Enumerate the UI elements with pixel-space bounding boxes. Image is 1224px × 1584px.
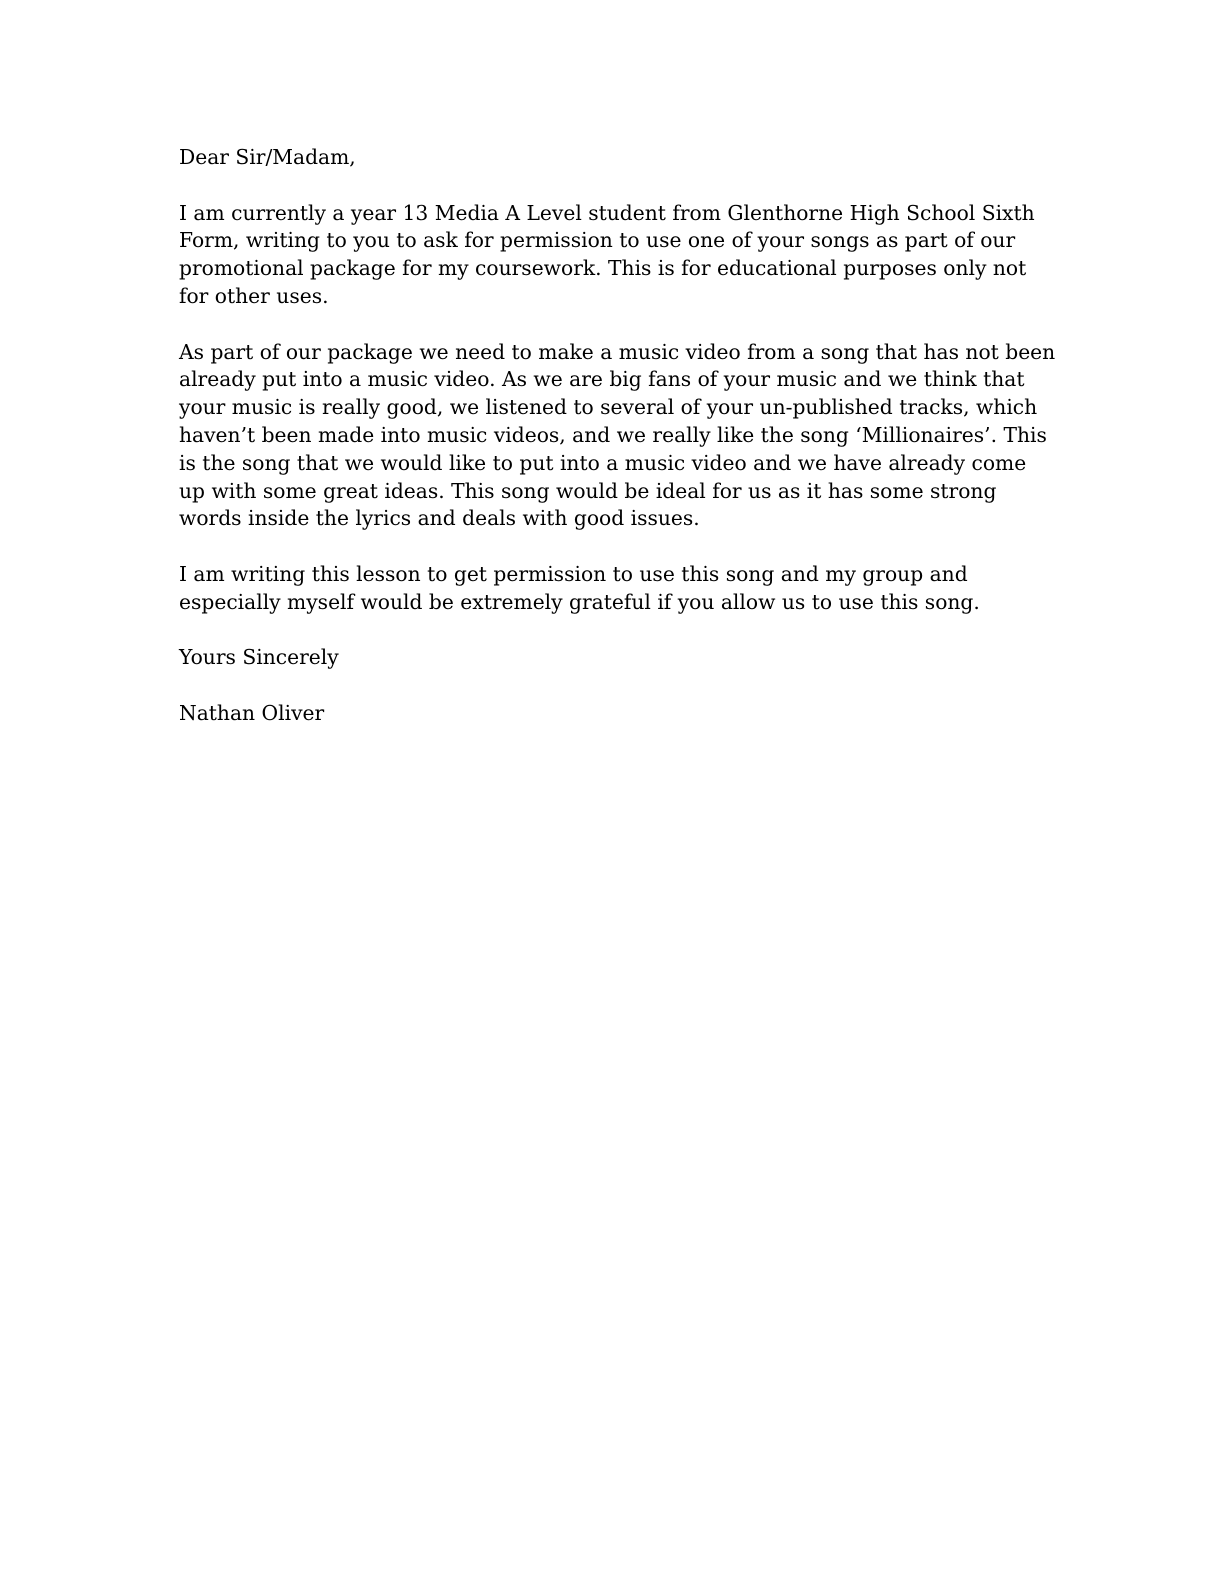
paragraph-line: promotional package for my coursework. This is for educational purposes only not bbox=[179, 256, 1027, 281]
paragraph-line: for other uses. bbox=[179, 283, 329, 308]
paragraph-intro bbox=[179, 200, 1059, 311]
paragraph-line: Form, writing to you to ask for permission to use one of your songs as part of our bbox=[179, 228, 1016, 253]
salutation bbox=[179, 144, 1059, 172]
letter-body bbox=[179, 144, 1059, 728]
paragraph-permission bbox=[179, 561, 1059, 617]
paragraph-line: haven’t been made into music videos, and we really like the song ‘Millionaires’. This bbox=[179, 422, 1047, 447]
paragraph-line: is the song that we would like to put into a music video and we have already come bbox=[179, 450, 1027, 475]
paragraph-line: I am currently a year 13 Media A Level student from Glenthorne High School Sixth bbox=[179, 200, 1035, 225]
paragraph-line: already put into a music video. As we are big fans of your music and we think that bbox=[179, 367, 1025, 392]
paragraph-line: words inside the lyrics and deals with good issues. bbox=[179, 506, 700, 531]
signature bbox=[179, 700, 1059, 728]
paragraph-line: up with some great ideas. This song would be ideal for us as it has some strong bbox=[179, 478, 997, 503]
salutation-line: Dear Sir/Madam, bbox=[179, 145, 356, 169]
paragraph-line: As part of our package we need to make a music video from a song that has not been bbox=[179, 339, 1056, 364]
paragraph-request-details bbox=[179, 339, 1059, 534]
paragraph-line: your music is really good, we listened to several of your un-published tracks, which bbox=[179, 395, 1038, 420]
paragraph-line: especially myself would be extremely grateful if you allow us to use this song. bbox=[179, 589, 980, 614]
closing bbox=[179, 644, 1059, 672]
closing-line: Yours Sincerely bbox=[179, 645, 339, 670]
paragraph-line: I am writing this lesson to get permission to use this song and my group and bbox=[179, 561, 968, 586]
signature-name: Nathan Oliver bbox=[179, 700, 325, 725]
